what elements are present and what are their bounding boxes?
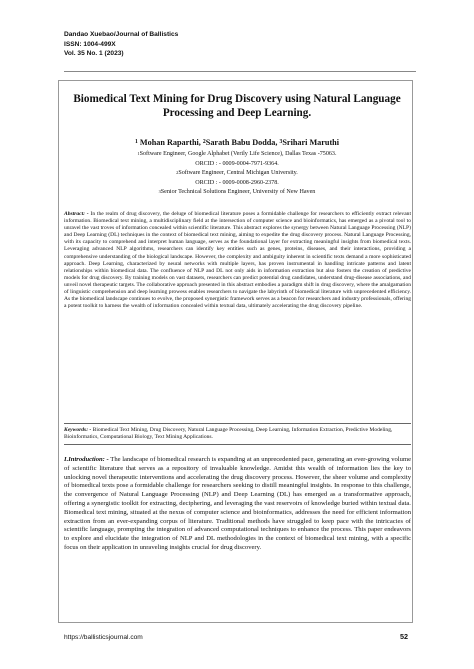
abstract — [64, 211, 411, 310]
keywords-text: Biomedical Text Mining, Drug Discovery, Natural Language Processing, Deep Learning, Information Extraction, Predictive Modeling, Bioinformatics, Computational Biology, Text Mining Applications. — [64, 427, 393, 441]
abstract-label: Abstract: - — [64, 211, 89, 217]
orcid: ORCID : - 0009-0008-2960-2378. — [195, 179, 279, 186]
orcid: ORCID : - 0009-0004-7971-9364. — [195, 160, 279, 167]
keywords-label: Keywords: - — [64, 427, 92, 433]
affiliation: $^1$Software Engineer, Google Alphabet (Verily Life Science), Dallas Texas -75063. — [137, 151, 337, 157]
journal-name: Dandao Xuebao/Journal of Ballistics — [64, 31, 179, 38]
section-heading: I.Introduction: - — [64, 456, 109, 463]
volume-issue: Vol. 35 No. 1 (2023) — [64, 50, 124, 58]
author: $^1$ Mohan Raparthi, — [134, 138, 203, 147]
journal-header — [64, 30, 178, 59]
author: $^2$Sarath Babu Dodda, — [202, 138, 280, 147]
introduction-section — [64, 456, 411, 553]
page-number: 52 — [400, 632, 408, 641]
affiliation: $^3$Senior Technical Solutions Engineer, University of New Haven — [158, 189, 316, 196]
author: $^3$Srihari Maruthi — [279, 138, 340, 147]
intro-paragraph: Biomedical text mining, situated at the nexus of computer science and bioinformatics, addresses the need for efficient information extraction from an ever-expanding corpus of literature. Traditional methods have struggled to keep pace with the intricacies of scientific language, prompting the integration of advanced computational techniques to enhance the process. This paper endeavors to explore and elucidate the integration of NLP and DL methodologies in the context of biomedical text mining, with a specific focus on their application in unraveling insights crucial for drug discovery. — [64, 508, 411, 551]
issn: ISSN: 1004-499X — [64, 40, 116, 48]
affiliation-list — [70, 150, 404, 198]
keywords-top-rule — [64, 423, 411, 424]
intro-paragraph: I.Introduction: - The landscape of biomedical research is expanding at an unprecedented pace, generating an ever-growing volume of scientific literature that serves as a repository of invaluable knowledge. Amidst this wealth of information lies the key to unlocking novel therapeutic interventions and accelerating the drug discovery process. However, the sheer volume and complexity of biomedical texts pose a formidable challenge for researchers seeking to distill meaningful insights. In response to this challenge, the convergence of Natural Language Processing (NLP) and Deep Learning (DL) has emerged as a transformative approach, offering a synergistic toolkit for extracting, deciphering, and leveraging the vast reservoirs of knowledge buried within textual data. — [64, 456, 411, 507]
keywords — [64, 427, 411, 441]
journal-url[interactable]: https://ballisticsjournal.com — [64, 634, 143, 641]
keywords-bottom-rule — [64, 444, 411, 445]
abstract-text: In the realm of drug discovery, the deluge of biomedical literature poses a formidable challenge for researchers to efficiently extract relevant information. Biomedical text mining, a multidisciplinary field at the intersection of computer science and bioinformatics, has emerged as a pivotal tool to unravel the vast troves of information concealed within scientific literature. This abstract explores the synergy between Natural Language Processing (NLP) and Deep Learning (DL) techniques in the context of biomedical text mining, aiming to expedite the drug discovery process. Natural Language Processing, with its capacity to comprehend and interpret human language, serves as the foundational layer for extracting meaningful insights from biomedical texts. Leveraging advanced NLP algorithms, researchers can identify key entities such as genes, proteins, diseases, and their interactions, providing a comprehensive understanding of the biological landscape. However, the complexity and ambiguity inherent in scientific texts demand a more sophisticated approach. Deep Learning, characterized by neural networks with multiple layers, has proven instrumental in handling intricate patterns and latent relationships within biomedical data. The confluence of NLP and DL not only aids in information extraction but also fosters the creation of predictive models for drug discovery. By training models on vast datasets, researchers can predict potential drug candidates, understand drug-disease associations, and unveil novel therapeutic targets. The collaborative approach presented in this abstract embodies a paradigm shift in drug discovery, where the amalgamation of linguistic comprehension and deep learning prowess enables researchers to navigate the labyrinth of biomedical literature with unprecedented efficiency. As the biomedical landscape continues to evolve, the proposed synergistic framework serves as a beacon for researchers and industry professionals, offering a potent toolkit to harness the wealth of information concealed within textual data, ultimately accelerating the drug discovery pipeline. — [64, 211, 411, 310]
affiliation: $^2$Software Engineer, Central Michigan University. — [176, 170, 298, 177]
author-list — [70, 138, 404, 148]
article-title: Biomedical Text Mining for Drug Discovery using Natural Language Processing and Deep Learning. — [73, 93, 401, 119]
header-divider — [64, 71, 416, 72]
